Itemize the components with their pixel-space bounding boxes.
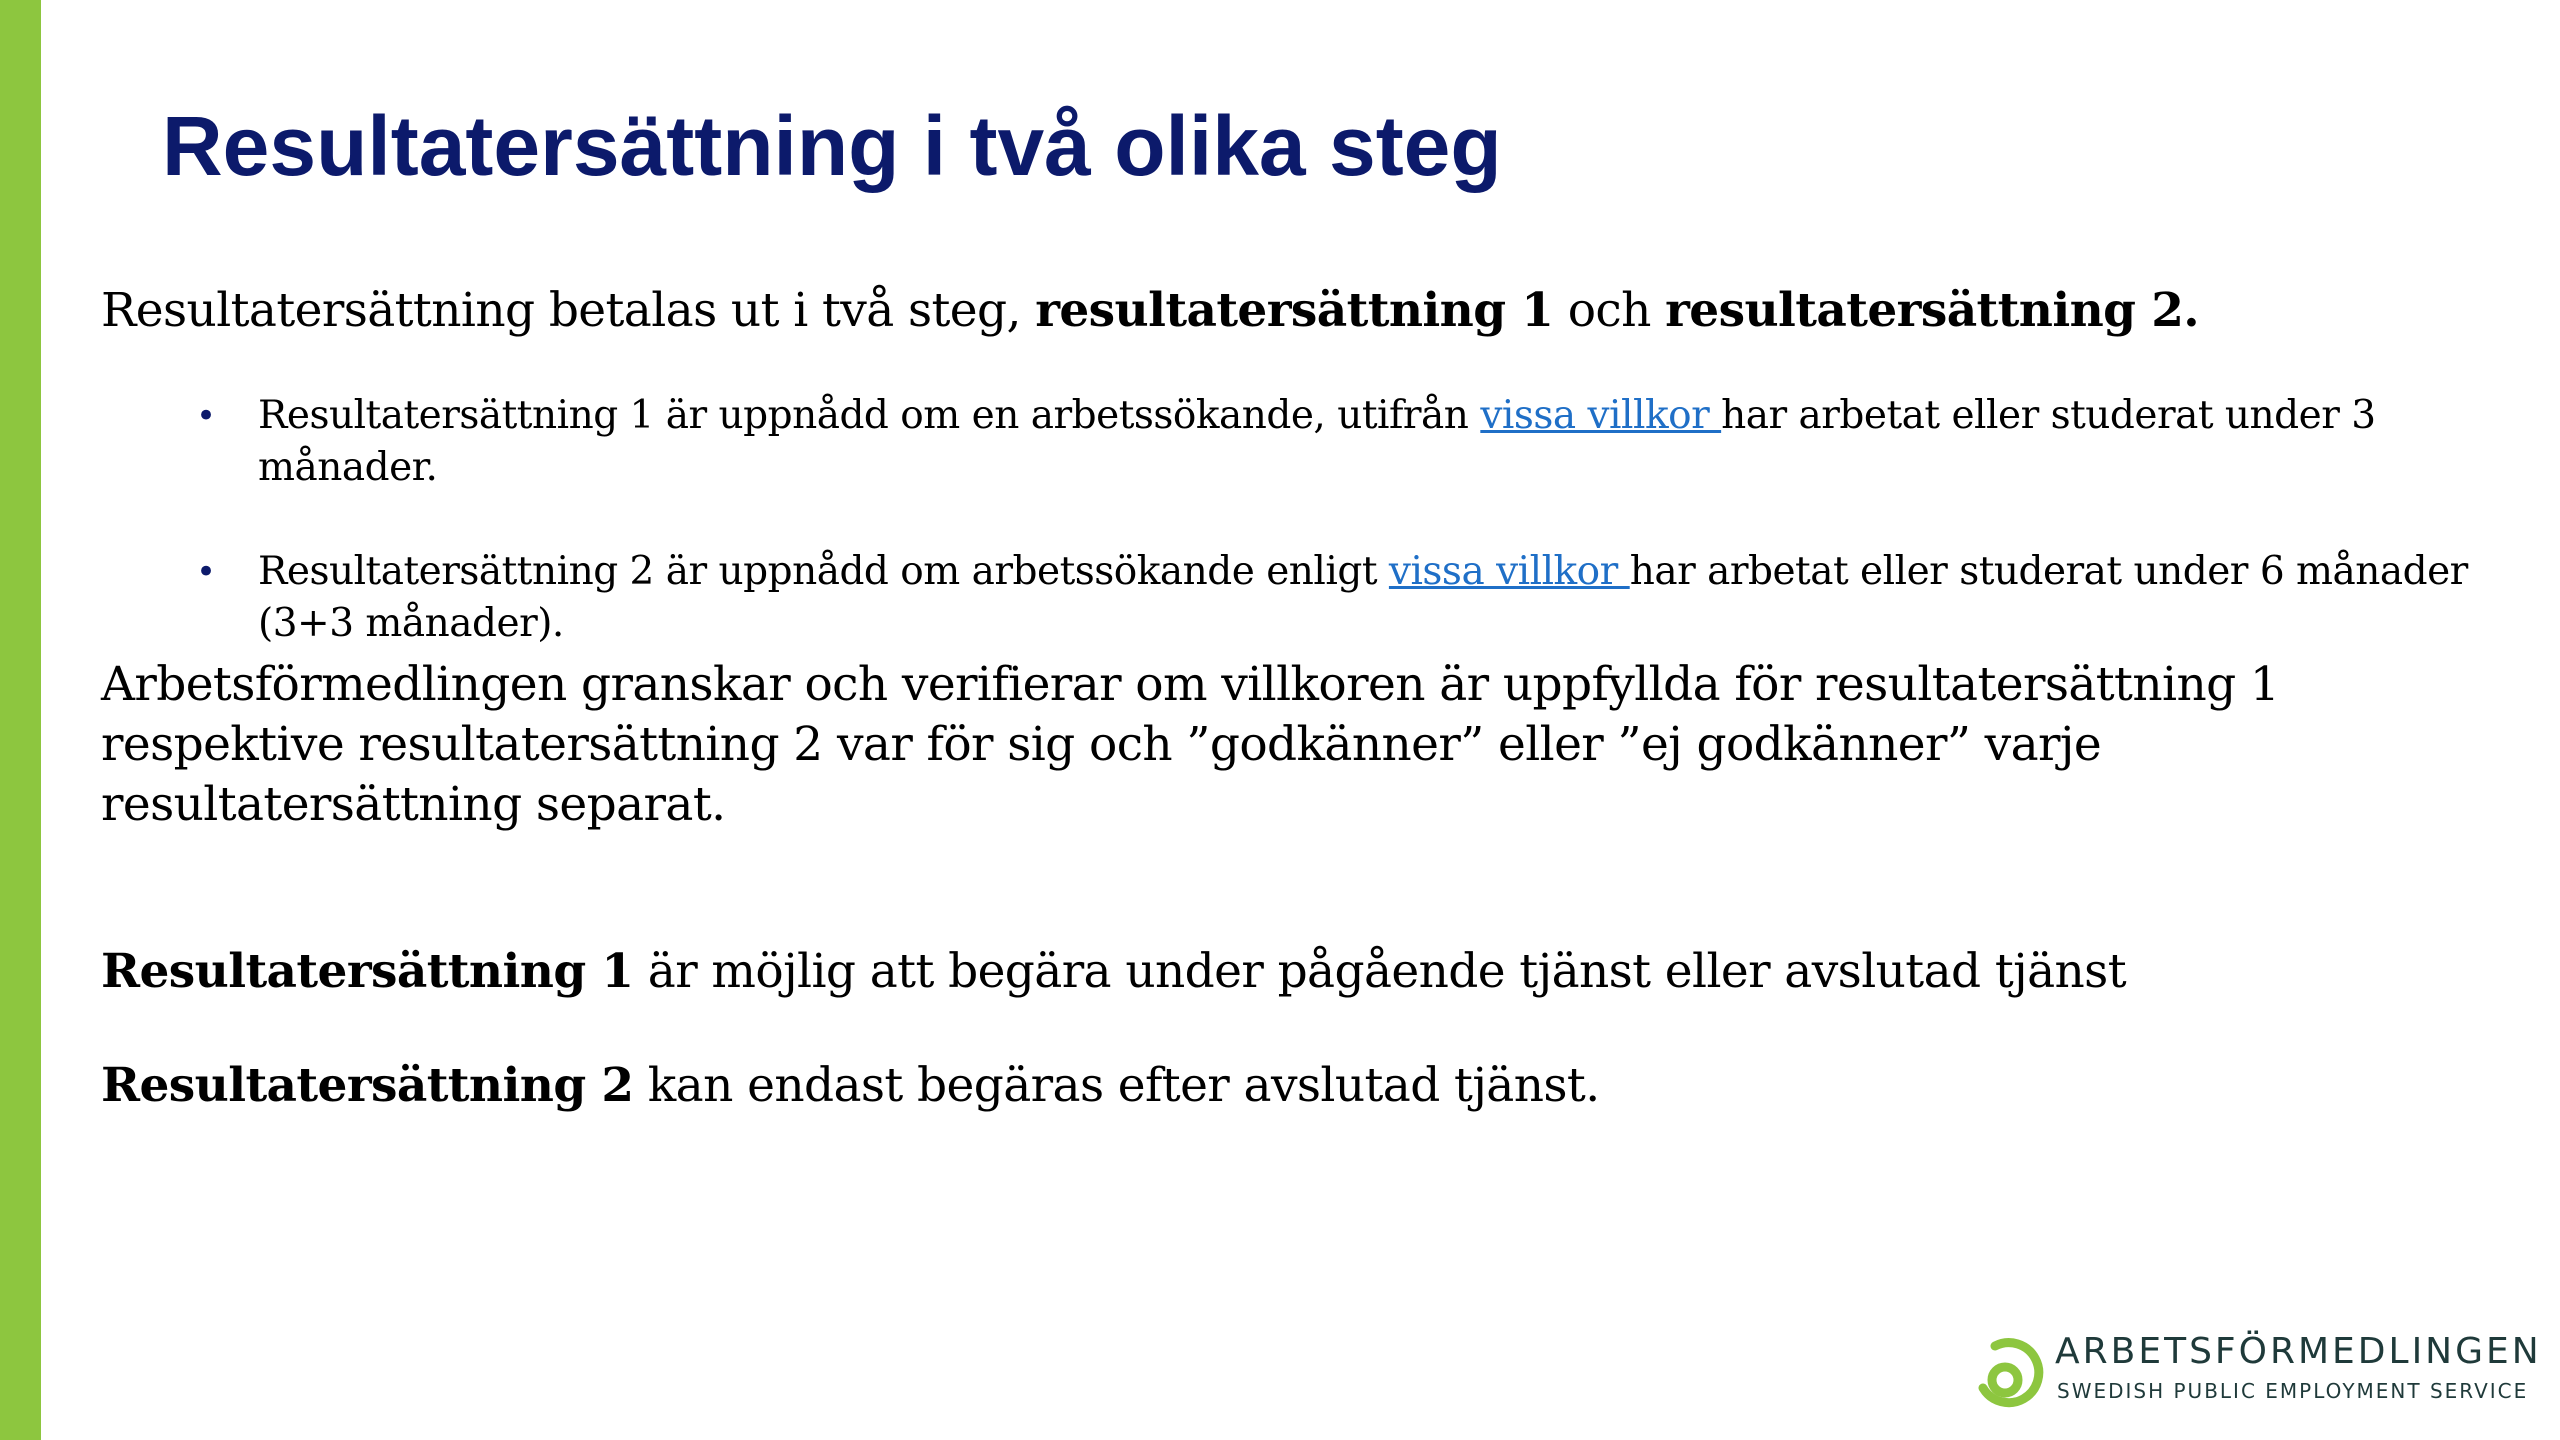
intro-lead: Resultatersättning betalas ut i två steg, [101,283,1036,338]
intro-mid: och [1553,283,1666,338]
bullet-r1-text-after: har arbetat eller studerat under 3 månader. [258,393,2376,490]
vissa-villkor-link-1[interactable]: vissa villkor [1480,393,1722,438]
logo-subtitle-text: SWEDISH PUBLIC EMPLOYMENT SERVICE [2057,1379,2529,1403]
intro-bold-r2: resultatersättning 2. [1665,283,2200,338]
r2-rest: kan endast begäras efter avslutad tjänst. [633,1058,1600,1113]
bullet-dot-icon: • [196,396,216,436]
bullet-r2-text-after: har arbetat eller studerat under 6 månader (3+3 månader). [258,549,2468,646]
arbetsformedlingen-logo-icon [1975,1336,2049,1410]
bullet-dot-icon: • [196,552,216,592]
bullet-item-r2 [101,546,2521,650]
intro-paragraph [101,280,2501,342]
intro-bold-r1: resultatersättning 1 [1035,283,1554,338]
bullet-r1-text-before: Resultatersättning 1 är uppnådd om en arbetssökande, utifrån [258,393,1481,438]
slide-title: Resultatersättning i två olika steg [162,99,1502,193]
r1-bold-label: Resultatersättning 1 [101,944,634,999]
arbetsformedlingen-logo [1975,1330,2542,1412]
r1-statement [101,941,2126,1003]
verification-paragraph: Arbetsförmedlingen granskar och verifierar om villkoren är uppfyllda för resultatersättning 1 respektive resultatersättning 2 var för sig och ”godkänner” eller ”ej godkänner” varje resultatersättning separat. [101,657,2280,832]
green-accent-bar [0,0,41,1440]
r2-bold-label: Resultatersättning 2 [101,1058,634,1113]
r2-statement [101,1055,1600,1117]
conditions-bullet-list [101,390,2521,650]
r1-rest: är möjlig att begära under pågående tjänst eller avslutad tjänst [633,944,2126,999]
logo-name-text: ARBETSFÖRMEDLINGEN [2055,1331,2542,1372]
vissa-villkor-link-2[interactable]: vissa villkor [1388,549,1630,594]
bullet-r2-text-before: Resultatersättning 2 är uppnådd om arbetssökande enligt [258,549,1389,594]
bullet-item-r1 [101,390,2521,494]
